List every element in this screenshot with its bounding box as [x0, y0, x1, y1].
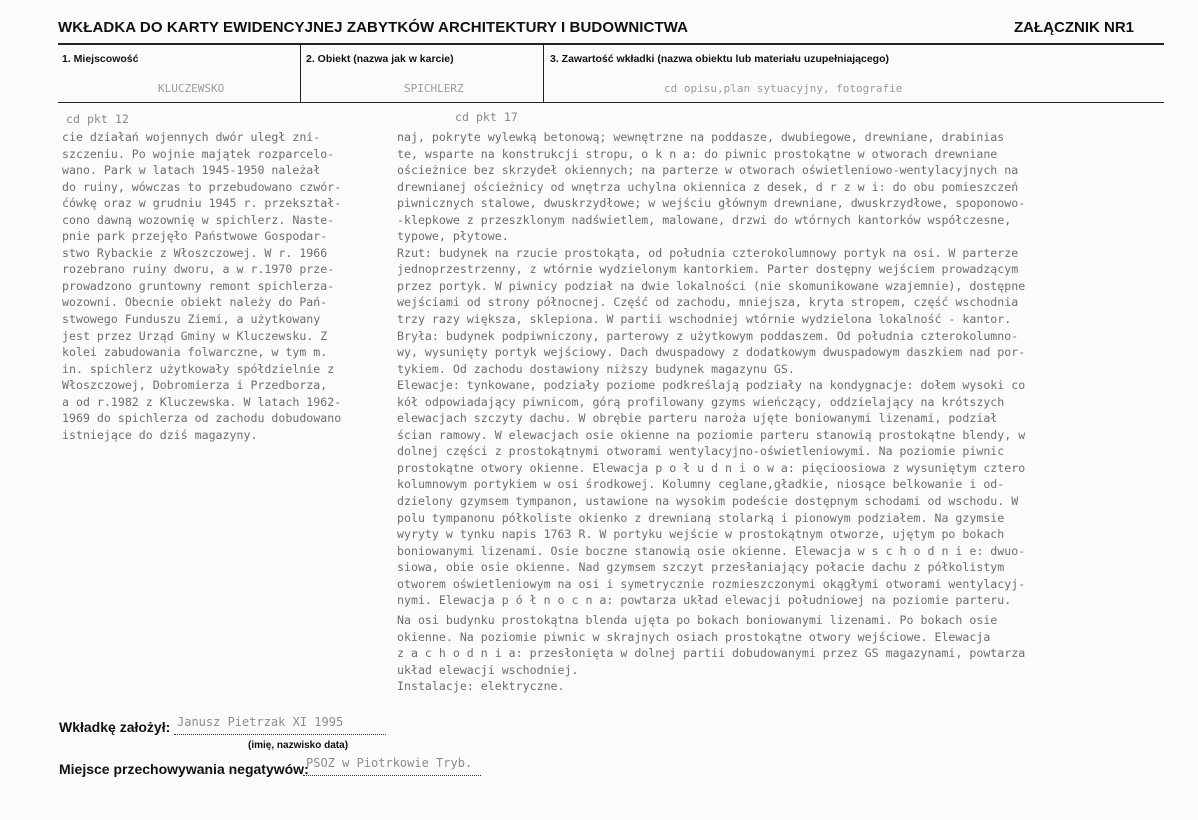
history-line: rozebrano ruiny dworu, a w r.1970 prze- — [62, 262, 335, 277]
annex-number: ZAŁĄCZNIK NR1 — [1014, 19, 1134, 36]
description-line: wyryty w tynku napis 1763 R. W portyku wejście w prostokątnym otworze, ujętym po bokach — [397, 527, 1005, 542]
history-line: pnie park przejęło Państwowe Gospodar- — [62, 229, 328, 244]
content-value: cd opisu,plan sytuacyjny, fotografie — [664, 82, 903, 95]
content-label: 3. Zawartość wkładki (nazwa obiektu lub materiału uzupełniającego) — [550, 53, 889, 65]
history-line: cono dawną wozownię w spichlerz. Naste- — [62, 212, 335, 227]
history-line: a od r.1982 z Kluczewska. W latach 1962- — [62, 394, 342, 409]
history-line: prowadzono gruntowny remont spichlerza- — [62, 278, 335, 293]
description-line: boniowanymi lizenami. Osie boczne stanowią osie okienne. Elewacja w s c h o d n i e: dwuo- — [397, 543, 1026, 558]
description-line: jednoprzestrzenny, z wtórnie wydzielonym kantorkiem. Parter dostępny wejściem prowadzącym — [397, 262, 1019, 277]
description-line: Na osi budynku prostokątna blenda ujęta po bokach boniowanymi lizenami. Po bokach osie — [397, 613, 998, 627]
description-line: te, wsparte na konstrukcji stropu, o k n a: do piwnic prostokątne w otworach drewniane — [397, 146, 998, 161]
description-line: drewnianej ościeżnicy od wnętrza uchylna okiennica z desek, d r z w i: do obu pomieszczeń — [397, 179, 1019, 194]
history-line: jest przez Urząd Gminy w Kluczewsku. Z — [62, 328, 328, 343]
description-line: okienne. Na poziomie piwnic w skrajnych osiach prostokątne otwory wejściowe. Elewacja — [397, 629, 991, 644]
history-line: in. spichlerz użytkowały spółdzielnie z — [62, 361, 335, 376]
author-label: Wkładkę założył: — [59, 719, 171, 735]
left-section-ref: cd pkt 12 — [66, 112, 129, 126]
description-line: kolumnowym portykiem w osi środkowej. Kolumny ceglane,gładkie, niosące belkowanie i od- — [397, 477, 1005, 492]
description-line: nymi. Elewacja p ó ł n o c n a: powtarza układ elewacji południowej na poziomie parteru. — [397, 593, 1012, 608]
description-line: wejściami od strony północnej. Część od zachodu, mniejsza, kryta stropem, część wschodnia — [397, 295, 1019, 310]
header-rule — [58, 43, 1164, 45]
description-line: tykiem. Od zachodu dostawiony niższy budynek magazynu GS. — [397, 361, 795, 376]
column-divider-2 — [543, 45, 544, 103]
history-line: Włoszczowej, Dobromierza i Przedborza, — [62, 378, 328, 393]
history-line: cie działań wojennych dwór uległ zni- — [62, 130, 321, 144]
history-line: stwo Rybackie z Włoszczowej. W r. 1966 — [62, 245, 328, 260]
description-line: wy, wysunięty portyk wejściowy. Dach dwuspadowy z dodatkowym dwuspadowym daszkiem nad por- — [397, 345, 1026, 360]
negatives-dotted-line — [303, 775, 481, 776]
description-line: układ elewacji wschodniej. — [397, 662, 579, 677]
object-label: 2. Obiekt (nazwa jak w karcie) — [306, 53, 454, 65]
author-hint: (imię, nazwisko data) — [248, 740, 349, 751]
column-divider-1 — [300, 45, 301, 103]
right-section-ref: cd pkt 17 — [455, 110, 518, 124]
object-value: SPICHLERZ — [404, 82, 464, 95]
author-dotted-line — [174, 734, 386, 735]
description-line: prostokątne otwory okienne. Elewacja p o ł u d n i o w a: pięcioosiowa z wysuniętym cztero — [397, 460, 1026, 475]
description-text — [397, 129, 1142, 609]
history-line: szczeniu. Po wojnie majątek rozparcelo- — [62, 146, 335, 161]
history-line: wozowni. Obecnie obiekt należy do Pań- — [62, 295, 328, 310]
description-line: ościeżnice bez skrzydeł okiennych; na parterze w otworach oświetleniowo-wentylacyjnych na — [397, 163, 1019, 178]
history-line: wano. Park w latach 1945-1950 należał — [62, 163, 321, 178]
author-value: Janusz Pietrzak XI 1995 — [177, 715, 344, 729]
history-line: istniejące do dziś magazyny. — [62, 427, 258, 442]
description-line: polu tympanonu półkoliste okienko z drewnianą stolarką i pionowym podziałem. Na gzymsie — [397, 510, 1005, 525]
history-line: kolei zabudowania folwarczne, w tym m. — [62, 345, 328, 360]
description-line: Rzut: budynek na rzucie prostokąta, od południa czterokolumnowy portyk na osi. W parterze — [397, 245, 1019, 260]
history-text — [62, 129, 396, 443]
description-line: otworem oświetleniowym na osi i symetrycznie rozmieszczonymi okągłymi otworami wentylacyj- — [397, 576, 1026, 591]
description-line: z a c h o d n i a: przesłonięta w dolnej partii dobudowanymi przez GS magazynami, powtarza — [397, 646, 1026, 661]
negatives-value: PSOZ w Piotrkowie Tryb. — [306, 756, 473, 770]
locality-label: 1. Miejscowość — [62, 53, 139, 65]
description-line: Bryła: budynek podpiwniczony, parterowy z użytkowym poddaszem. Od południa czterokolumno- — [397, 328, 1019, 343]
description-line: dzielony gzymsem tympanon, ustawione na wysokim podeście dostępnym schodami od wschodu. W — [397, 494, 1019, 509]
history-line: stwowego Funduszu Ziemi, a użytkowany — [62, 312, 321, 327]
description-line: -klepkowe z przeszklonym nadświetlem, malowane, drzwi do wtórnych kantorków współczesne, — [397, 212, 1012, 227]
description-line: przez portyk. W piwnicy podział na dwie lokalności (nie skomunikowane wzajemnie), dostępne — [397, 278, 1026, 293]
description-line: naj, pokryte wylewką betonową; wewnętrzne na poddasze, dwubiegowe, drewniane, drabinias — [397, 130, 1005, 144]
description-line: Instalacje: elektryczne. — [397, 679, 565, 694]
description-line: ścian ramowy. W elewacjach osie okienne na poziomie parteru stanowią prostokątne blendy, w — [397, 427, 1026, 442]
description-text-continued — [397, 612, 1142, 695]
description-line: siowa, obie osie okienne. Nad gzymsem szczyt przesłaniający połacie dachu z półkolistym — [397, 560, 1005, 575]
description-line: dolnej części z prostokątnymi otworami wentylacyjno-oświetleniowymi. Na poziomie piwnic — [397, 444, 1005, 459]
description-line: piwnicznych stalowe, dwuskrzydłowe; w wejściu głównym drewniane, dwuskrzydłowe, spoponowo- — [397, 196, 1026, 211]
description-line: trzy razy większa, sklepiona. W partii wschodniej wtórnie wydzielona lokalność - kantor. — [397, 312, 1012, 327]
history-line: ćówkę oraz w grudniu 1945 r. przekształ- — [62, 196, 342, 211]
history-line: do ruiny, wówczas to przebudowano czwór- — [62, 179, 342, 194]
column-rule — [58, 102, 1164, 103]
description-line: elewacjach szczyty dachu. W obrębie parteru naroża ujęte boniowanymi lizenami, podział — [397, 411, 998, 426]
form-title: WKŁADKA DO KARTY EWIDENCYJNEJ ZABYTKÓW ARCHITEKTURY I BUDOWNICTWA — [58, 19, 689, 36]
locality-value: KLUCZEWSKO — [158, 82, 225, 95]
description-line: kół odpowiadający piwnicom, górą profilowany gzyms wieńczący, oddzielający na krótszych — [397, 394, 1005, 409]
description-line: typowe, płytowe. — [397, 229, 509, 244]
history-line: 1969 do spichlerza od zachodu dobudowano — [62, 411, 342, 426]
description-line: Elewacje: tynkowane, podziały poziome podkreślają podziały na kondygnacje: dołem wysoki co — [397, 378, 1026, 393]
negatives-label: Miejsce przechowywania negatywów: — [59, 761, 309, 777]
